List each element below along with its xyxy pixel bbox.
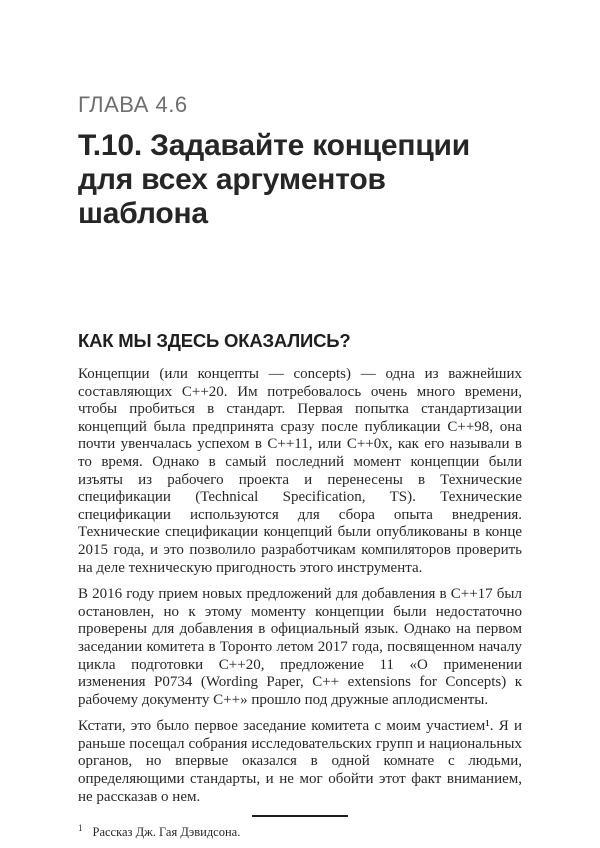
footnote-text: Рассказ Дж. Гая Дэвидсона. [92,825,241,840]
section-heading: КАК МЫ ЗДЕСЬ ОКАЗАЛИСЬ? [78,330,351,351]
body-paragraph: Кстати, это было первое заседание комитета с моим участием¹. Я и раньше посещал собрания исследовательских групп и национальных органов, но впервые оказался в одной комнате с людьми, определяющими стандарты, и не мог обойти этот факт вниманием, не рассказав о нем. [78,718,522,805]
page-content [78,92,522,840]
body-paragraph: В 2016 году прием новых предложений для добавления в C++17 был остановлен, но к этому моменту концепции были недостаточно проверены для добавления в официальный язык. Однако на первом заседании комитета в Торонто летом 2017 года, посвященном началу цикла подготовки C++20, предложение 11 «О применении изменения P0734 (Wording Paper, C++ extensions for Concepts) к рабочему документу C++» прошло под дружные аплодисменты. [78,586,522,708]
footnote-divider [252,815,348,817]
footnote-marker: 1 [78,823,83,834]
body-paragraph: Концепции (или концепты — concepts) — одна из важнейших составляющих C++20. Им потребовалось очень много времени, чтобы пробиться в стандарт. Первая попытка стандартизации концепций была предпринята сразу после публикации C++98, она почти увенчалась успехом в C++11, или C++0x, как его называли в то время. Однако в самый последний момент концепции были изъяты из рабочего проекта и перенесены в Технические спецификации (Technical Specification, TS). Технические спецификации используются для сбора опыта внедрения. Технические спецификации концепций были опубликованы в конце 2015 года, и это позволило разработчикам компиляторов проверить на деле техническую пригодность этого инструмента. [78,366,522,576]
page-title: Т.10. Задавайте концепции для всех аргументов шаблона [78,129,471,230]
footnote [78,825,522,840]
chapter-label: ГЛАВА 4.6 [78,92,188,117]
